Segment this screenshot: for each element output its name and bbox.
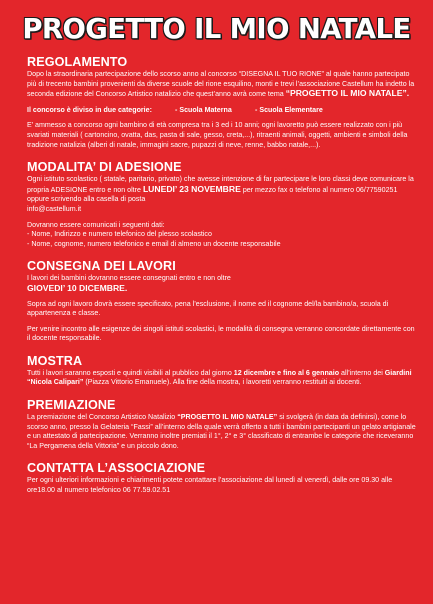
premiazione-text-a: La premiazione del Concorso Artistico Natalizio: [27, 413, 178, 422]
categories-label: Il concorso è diviso in due categorie:: [27, 105, 152, 114]
consegna-deadline: GIOVEDI’ 10 DICEMBRE.: [27, 282, 128, 293]
mostra-place: Giardini “Nicola Calipari”: [27, 368, 412, 387]
premiazione-text-b: si svolgerà (in data da definirsi), come lo scorso anno, presso la Gelateria “Fassi” all’interno della quale verrà offerto a tutti i bambini partecipanti un gelato artigianale e un attestato di partecipazione. Verranno inoltre premiati il 1°, 2° e 3° classificato di entrambe le categorie che riceveranno “La Pergamena della Vittoria” e un piccolo dono.: [27, 413, 416, 450]
regolamento-rules: E’ ammesso a concorso ogni bambino di età compresa tra i 3 ed i 10 anni; ogni lavoretto può essere realizzato con i più svariati materiali ( cartoncino, ovatta, das, pasta di sale, gesso, creta,...), ritraenti animali, oggetti, ambienti e simboli della tradizione natalizia (alberi di natale, immagini sacre, pupazzi di neve, renne, babbo natale,...).: [27, 121, 408, 149]
mostra-dates: 12 dicembre e fino al 6 gennaio: [233, 368, 340, 377]
adesione-deadline: LUNEDI’ 23 NOVEMBRE: [142, 183, 241, 194]
section-regolamento: [27, 55, 419, 150]
heading-adesione: MODALITA’ DI ADESIONE: [27, 160, 182, 175]
adesione-comm-2: - Nome, cognome, numero telefonico e email di almeno un docente responsabile: [27, 239, 281, 248]
premiazione-theme: “PROGETTO IL MIO NATALE”: [177, 413, 278, 422]
heading-premiazione: PREMIAZIONE: [27, 398, 116, 413]
section-contatta: [27, 461, 419, 495]
page-title: PROGETTO IL MIO NATALE: [22, 13, 411, 45]
heading-contatta: CONTATTA L’ASSOCIAZIONE: [27, 461, 206, 476]
heading-consegna: CONSEGNA DEI LAVORI: [27, 259, 176, 274]
adesione-comm-intro: Dovranno essere comunicati i seguenti dati:: [27, 220, 165, 229]
adesione-text-b: per mezzo fax o telefono al numero 06/77590251 oppure scrivendo alla casella di posta: [27, 185, 398, 204]
consegna-needs: Per venire incontro alle esigenze dei singoli istituti scolastici, le modalità di consegna verranno concordate direttamente con il docente responsabile.: [27, 324, 415, 343]
adesione-text-a: Ogni istituto scolastico ( statale, paritario, privato) che avesse intenzione di far partecipare le loro classi deve comunicare la propria ADESIONE entro e non oltre: [27, 175, 414, 194]
consegna-spec: Sopra ad ogni lavoro dovrà essere specificato, pena l’esclusione, il nome ed il cognome del/la bambino/a, scuola di appartenenza e classe.: [27, 299, 389, 318]
category-materna: - Scuola Materna: [175, 105, 232, 114]
section-mostra: [27, 354, 419, 388]
flyer-content: [27, 55, 419, 496]
regolamento-intro-text: Dopo la straordinaria partecipazione dello scorso anno al concorso “DISEGNA IL TUO RIONE” al quale hanno partecipato più di trecento bambini provenienti da diverse scuole del rione esquilino, monti e trevi l’associazione Castellum ha indetto la seconda edizione del Concorso Artistico natalizio che quest’anno avrà come tema: [27, 70, 415, 99]
category-elementare: - Scuola Elementare: [255, 105, 323, 114]
section-adesione: [27, 160, 419, 249]
consegna-text: I lavori dei bambini dovranno essere consegnati entro e non oltre: [27, 274, 231, 283]
regolamento-theme: “PROGETTO IL MIO NATALE”.: [285, 88, 410, 99]
heading-regolamento: REGOLAMENTO: [27, 55, 128, 69]
premiazione-text: [27, 413, 419, 451]
adesione-email: info@castellum.it: [27, 204, 82, 213]
contatta-text: Per ogni ulteriori informazioni e chiarimenti potete contattare l’associazione dal lunedì al venerdì, dalle ore 09.30 alle ore18.00 al numero telefonico 06 77.59.02.51: [27, 476, 393, 495]
heading-mostra: MOSTRA: [27, 353, 83, 368]
mostra-text-a: Tutti i lavori saranno esposti e quindi visibili al pubblico dal giorno: [27, 368, 234, 377]
mostra-text-c: (Piazza Vittorio Emanuele). Alla fine della mostra, i lavoretti verranno restituiti ai docenti.: [83, 378, 362, 387]
adesione-text: [27, 175, 419, 205]
mostra-text: [27, 369, 419, 388]
adesione-comm-1: - Nome, Indirizzo e numero telefonico del plesso scolastico: [27, 230, 212, 239]
mostra-text-b: all’interno dei: [339, 368, 385, 377]
section-premiazione: [27, 398, 419, 451]
section-consegna: [27, 259, 419, 344]
regolamento-intro: [27, 70, 419, 100]
categories-line: [27, 106, 419, 116]
